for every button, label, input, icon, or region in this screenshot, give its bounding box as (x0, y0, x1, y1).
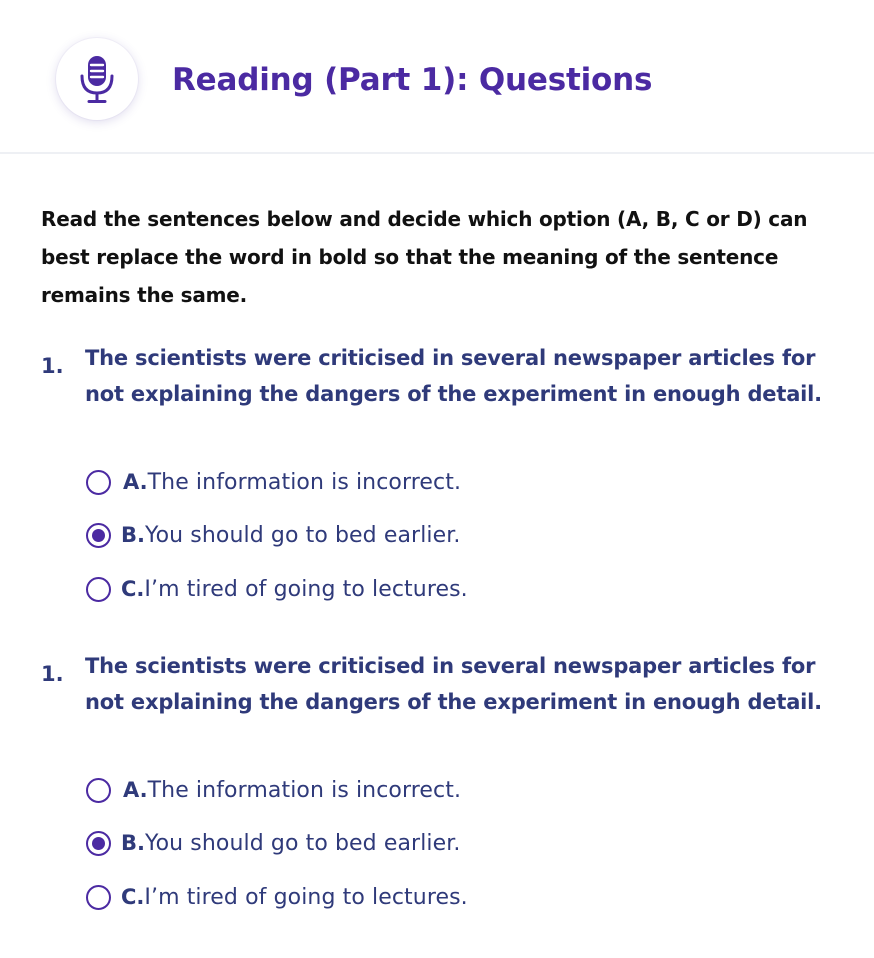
question-number: 1. (41, 662, 64, 686)
instructions-text: Read the sentences below and decide which option (A, B, C or D) can best replace the word in bold so that the meaning of the sentence remains the same. (41, 207, 808, 307)
option-letter: C. (121, 577, 145, 601)
radio-button[interactable] (86, 577, 111, 602)
radio-button[interactable] (86, 885, 111, 910)
question-text: The scientists were criticised in several newspaper articles for not explaining the dangers of the experiment in enough detail. (85, 346, 822, 406)
option-text: You should go to bed earlier. (144, 522, 461, 548)
option-c[interactable] (86, 572, 468, 606)
option-letter: C. (121, 885, 145, 909)
radio-button[interactable] (86, 470, 111, 495)
mic-badge[interactable] (56, 38, 138, 120)
radio-button[interactable] (86, 778, 111, 803)
option-c[interactable] (86, 880, 468, 914)
option-letter: B. (121, 523, 145, 547)
option-letter: B. (121, 831, 145, 855)
radio-selected-dot (92, 529, 105, 542)
question-number: 1. (41, 354, 64, 378)
option-text: You should go to bed earlier. (144, 830, 461, 856)
option-text: I’m tired of going to lectures. (144, 576, 468, 602)
option-text: The information is incorrect. (147, 777, 462, 803)
option-a[interactable] (86, 773, 461, 807)
option-b[interactable] (86, 826, 460, 860)
question-text: The scientists were criticised in several newspaper articles for not explaining the dangers of the experiment in enough detail. (85, 654, 822, 714)
microphone-icon (79, 54, 115, 104)
option-b[interactable] (86, 518, 460, 552)
page-title: Reading (Part 1): Questions (172, 62, 653, 98)
radio-selected-dot (92, 837, 105, 850)
option-letter: A. (123, 470, 148, 494)
option-text: The information is incorrect. (147, 469, 462, 495)
page-header (0, 0, 874, 154)
option-a[interactable] (86, 465, 461, 499)
radio-button-selected[interactable] (86, 523, 111, 548)
option-letter: A. (123, 778, 148, 802)
radio-button-selected[interactable] (86, 831, 111, 856)
option-text: I’m tired of going to lectures. (144, 884, 468, 910)
